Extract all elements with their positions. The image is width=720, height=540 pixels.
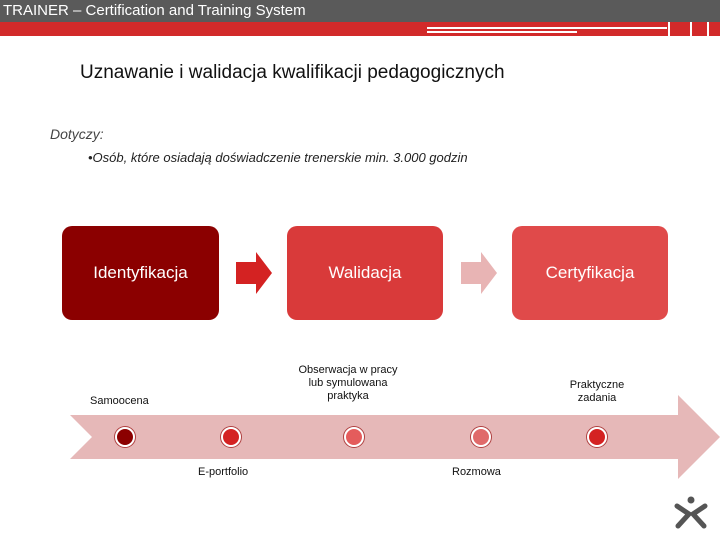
step-identification: Identyfikacja xyxy=(62,226,219,320)
timeline-dot xyxy=(221,427,241,447)
slide-title: Uznawanie i walidacja kwalifikacji pedagogicznych xyxy=(80,62,505,83)
label-practical-tasks: Praktyczne zadania xyxy=(569,379,625,404)
label-portfolio: E-portfolio xyxy=(198,466,249,478)
timeline-band xyxy=(70,395,720,479)
timeline-dot xyxy=(471,427,491,447)
stripe-line xyxy=(668,22,670,36)
arrow-right-icon xyxy=(236,252,272,294)
title-bar xyxy=(0,0,720,22)
stripe-line xyxy=(427,27,667,29)
timeline-dot xyxy=(587,427,607,447)
label-observation: Obserwacja w pracy lub symulowana praktyka xyxy=(298,364,398,402)
timeline-dot xyxy=(344,427,364,447)
concerns-label: Dotyczy: xyxy=(50,126,104,142)
stripe-line xyxy=(427,31,577,33)
app-title: TRAINER – Certification and Training System xyxy=(3,2,306,19)
stripe-line xyxy=(690,22,692,36)
header-stripe xyxy=(0,22,720,36)
step-validation: Walidacja xyxy=(287,226,443,320)
label-self-assessment: Samoocena xyxy=(90,395,149,407)
logo-icon xyxy=(674,496,708,530)
stripe-line xyxy=(707,22,709,36)
bullet-text: •Osób, które osiadają doświadczenie trenerskie min. 3.000 godzin xyxy=(88,150,468,165)
timeline-dot xyxy=(115,427,135,447)
label-interview: Rozmowa xyxy=(452,466,501,478)
step-certification: Certyfikacja xyxy=(512,226,668,320)
arrow-right-icon xyxy=(461,252,497,294)
